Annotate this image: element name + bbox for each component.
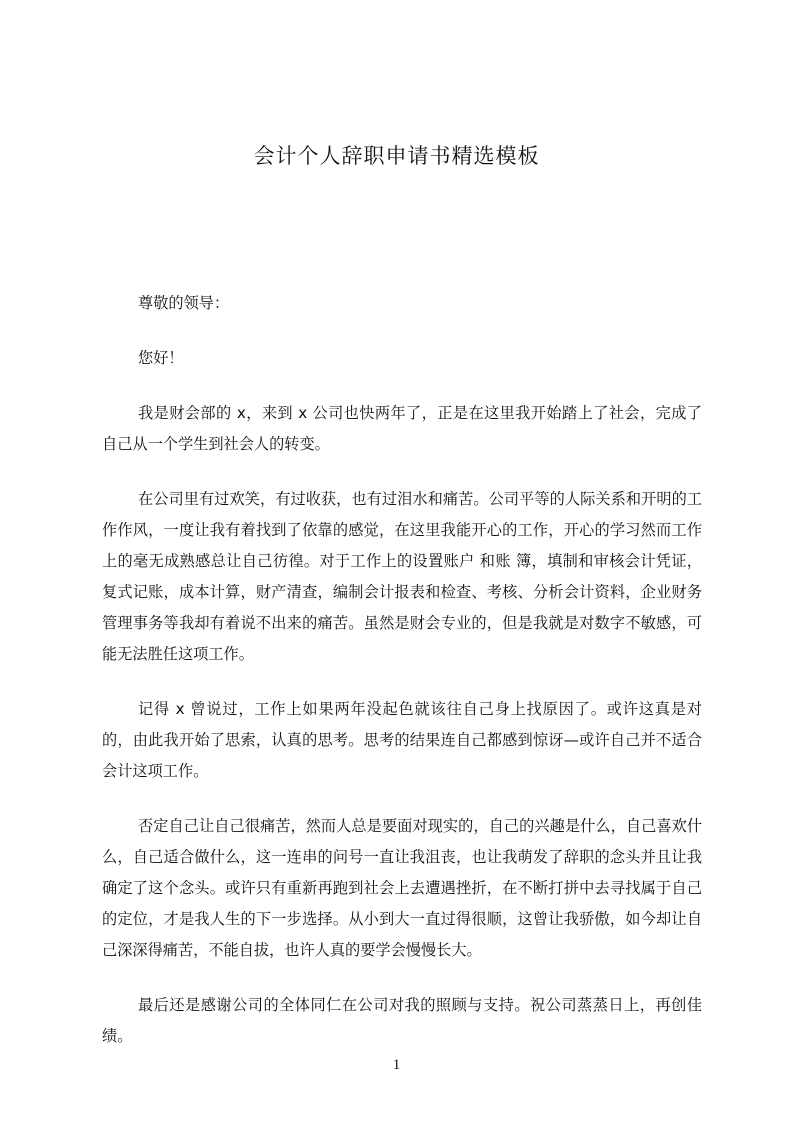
- paragraph-2: 在公司里有过欢笑，有过收获，也有过泪水和痛苦。公司平等的人际关系和开明的工作作风，一度让我有着找到了依靠的感觉，在这里我能开心的工作，开心的学习然而工作上的毫无成熟感总让自己彷徨。对于工作上的设置账户 和账 簿，填制和审核会计凭证，复式记账，成本计算，财产清查，编制会计报表和检查、考核、分析会计资料，企业财务管理事务等我却有着说不出来的痛苦。虽然是财会专业的，但是我就是对数字不敏感，可能无法胜任这项工作。: [102, 490, 702, 663]
- paragraph-5: 最后还是感谢公司的全体同仁在公司对我的照顾与支持。祝公司蒸蒸日上，再创佳绩。: [102, 996, 702, 1045]
- paragraph-4: 否定自己让自己很痛苦，然而人总是要面对现实的，自己的兴趣是什么，自己喜欢什么，自己适合做什么，这一连串的问号一直让我沮丧，也让我萌发了辞职的念头并且让我确定了这个念头。或许只有重新再跑到社会上去遭遇挫折，在不断打拼中去寻找属于自己的定位，才是我人生的下一步选择。从小到大一直过得很顺，这曾让我骄傲，如今却让自己深深得痛苦，不能自拔，也许人真的要学会慢慢长大。: [102, 817, 702, 959]
- letter-body: [102, 288, 702, 1076]
- paragraph-1: 我是财会部的 x，来到 x 公司也快两年了，正是在这里我开始踏上了社会，完成了自己从一个学生到社会人的转变。: [102, 404, 702, 453]
- page-number: 1: [392, 1057, 401, 1073]
- greeting: 您好！: [138, 349, 184, 367]
- paragraph-3: 记得 x 曾说过，工作上如果两年没起色就该往自己身上找原因了。或许这真是对的，由此我开始了思索，认真的思考。思考的结果连自己都感到惊讶—或许自己并不适合会计这项工作。: [102, 700, 702, 780]
- document-title: 会计个人辞职申请书精选模板: [253, 144, 540, 168]
- salutation: 尊敬的领导：: [138, 294, 230, 312]
